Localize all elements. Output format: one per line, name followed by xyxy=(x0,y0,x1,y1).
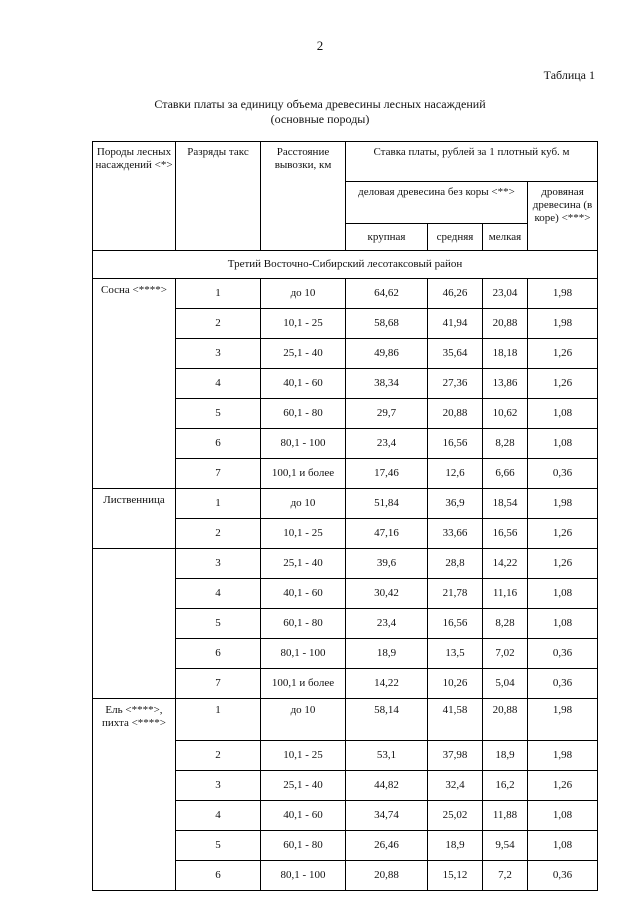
caption-line-1: Ставки платы за единицу объема древесины лесных насаждений xyxy=(154,97,486,111)
fuelwood-cell: 1,98 xyxy=(528,279,598,309)
distance-cell: 80,1 - 100 xyxy=(261,861,346,891)
medium-cell: 20,88 xyxy=(428,399,483,429)
small-cell: 20,88 xyxy=(483,699,528,741)
fuelwood-cell: 1,26 xyxy=(528,549,598,579)
tax-class-cell: 4 xyxy=(176,801,261,831)
large-cell: 64,62 xyxy=(346,279,428,309)
distance-cell: 10,1 - 25 xyxy=(261,519,346,549)
small-cell: 6,66 xyxy=(483,459,528,489)
distance-cell: 40,1 - 60 xyxy=(261,801,346,831)
small-cell: 20,88 xyxy=(483,309,528,339)
fuelwood-cell: 0,36 xyxy=(528,861,598,891)
tax-class-cell: 6 xyxy=(176,429,261,459)
header-row-1 xyxy=(93,142,598,182)
medium-cell: 41,58 xyxy=(428,699,483,741)
fuelwood-cell: 1,08 xyxy=(528,429,598,459)
fuelwood-cell: 1,26 xyxy=(528,369,598,399)
tax-class-cell: 3 xyxy=(176,339,261,369)
distance-cell: до 10 xyxy=(261,699,346,741)
fuelwood-cell: 1,98 xyxy=(528,741,598,771)
large-cell: 23,4 xyxy=(346,429,428,459)
tax-class-cell: 1 xyxy=(176,279,261,309)
distance-cell: до 10 xyxy=(261,489,346,519)
fuelwood-cell: 1,08 xyxy=(528,831,598,861)
header-tax-class: Разряды такс xyxy=(176,142,261,251)
medium-cell: 16,56 xyxy=(428,609,483,639)
medium-cell: 41,94 xyxy=(428,309,483,339)
medium-cell: 46,26 xyxy=(428,279,483,309)
species-cell xyxy=(93,549,176,699)
tax-class-cell: 2 xyxy=(176,519,261,549)
distance-cell: 10,1 - 25 xyxy=(261,741,346,771)
medium-cell: 16,56 xyxy=(428,429,483,459)
header-large: крупная xyxy=(346,224,428,251)
large-cell: 38,34 xyxy=(346,369,428,399)
tax-class-cell: 3 xyxy=(176,771,261,801)
large-cell: 26,46 xyxy=(346,831,428,861)
header-species: Породы лесных насаждений <*> xyxy=(93,142,176,251)
large-cell: 29,7 xyxy=(346,399,428,429)
distance-cell: 80,1 - 100 xyxy=(261,429,346,459)
distance-cell: 25,1 - 40 xyxy=(261,549,346,579)
fuelwood-cell: 1,08 xyxy=(528,579,598,609)
distance-cell: 60,1 - 80 xyxy=(261,609,346,639)
fuelwood-cell: 1,08 xyxy=(528,399,598,429)
small-cell: 16,56 xyxy=(483,519,528,549)
medium-cell: 28,8 xyxy=(428,549,483,579)
table-row xyxy=(93,489,598,519)
tax-class-cell: 4 xyxy=(176,369,261,399)
tax-class-cell: 5 xyxy=(176,831,261,861)
table-row xyxy=(93,279,598,309)
small-cell: 9,54 xyxy=(483,831,528,861)
tax-class-cell: 5 xyxy=(176,399,261,429)
medium-cell: 37,98 xyxy=(428,741,483,771)
tax-class-cell: 1 xyxy=(176,699,261,741)
fuelwood-cell: 0,36 xyxy=(528,639,598,669)
distance-cell: 25,1 - 40 xyxy=(261,339,346,369)
large-cell: 23,4 xyxy=(346,609,428,639)
distance-cell: 60,1 - 80 xyxy=(261,831,346,861)
small-cell: 11,88 xyxy=(483,801,528,831)
large-cell: 17,46 xyxy=(346,459,428,489)
tax-class-cell: 5 xyxy=(176,609,261,639)
header-commercial: деловая древесина без коры <**> xyxy=(346,182,528,224)
large-cell: 58,14 xyxy=(346,699,428,741)
medium-cell: 15,12 xyxy=(428,861,483,891)
fuelwood-cell: 1,98 xyxy=(528,489,598,519)
species-cell: Ель <****>, пихта <****> xyxy=(93,699,176,891)
fuelwood-cell: 1,26 xyxy=(528,771,598,801)
tax-class-cell: 7 xyxy=(176,459,261,489)
species-cell: Лиственница xyxy=(93,489,176,549)
header-distance: Расстояние вывозки, км xyxy=(261,142,346,251)
small-cell: 5,04 xyxy=(483,669,528,699)
tax-class-cell: 1 xyxy=(176,489,261,519)
region-row xyxy=(93,251,598,279)
tax-class-cell: 6 xyxy=(176,639,261,669)
rates-table xyxy=(92,141,598,891)
fuelwood-cell: 1,26 xyxy=(528,339,598,369)
small-cell: 23,04 xyxy=(483,279,528,309)
small-cell: 14,22 xyxy=(483,549,528,579)
large-cell: 47,16 xyxy=(346,519,428,549)
tax-class-cell: 7 xyxy=(176,669,261,699)
medium-cell: 33,66 xyxy=(428,519,483,549)
large-cell: 44,82 xyxy=(346,771,428,801)
large-cell: 39,6 xyxy=(346,549,428,579)
medium-cell: 13,5 xyxy=(428,639,483,669)
distance-cell: 100,1 и более xyxy=(261,459,346,489)
distance-cell: 80,1 - 100 xyxy=(261,639,346,669)
small-cell: 13,86 xyxy=(483,369,528,399)
large-cell: 51,84 xyxy=(346,489,428,519)
medium-cell: 18,9 xyxy=(428,831,483,861)
distance-cell: 100,1 и более xyxy=(261,669,346,699)
distance-cell: 10,1 - 25 xyxy=(261,309,346,339)
distance-cell: 40,1 - 60 xyxy=(261,369,346,399)
header-medium: средняя xyxy=(428,224,483,251)
small-cell: 18,9 xyxy=(483,741,528,771)
medium-cell: 32,4 xyxy=(428,771,483,801)
table-row xyxy=(93,699,598,741)
medium-cell: 35,64 xyxy=(428,339,483,369)
tax-class-cell: 4 xyxy=(176,579,261,609)
fuelwood-cell: 1,98 xyxy=(528,699,598,741)
large-cell: 14,22 xyxy=(346,669,428,699)
small-cell: 18,18 xyxy=(483,339,528,369)
small-cell: 10,62 xyxy=(483,399,528,429)
small-cell: 8,28 xyxy=(483,609,528,639)
fuelwood-cell: 1,26 xyxy=(528,519,598,549)
tax-class-cell: 2 xyxy=(176,309,261,339)
table-label: Таблица 1 xyxy=(543,68,595,82)
rates-table-body xyxy=(93,142,598,891)
large-cell: 34,74 xyxy=(346,801,428,831)
small-cell: 7,02 xyxy=(483,639,528,669)
large-cell: 49,86 xyxy=(346,339,428,369)
small-cell: 16,2 xyxy=(483,771,528,801)
header-rate: Ставка платы, рублей за 1 плотный куб. м xyxy=(346,142,598,182)
region-title: Третий Восточно-Сибирский лесотаксовый район xyxy=(93,251,598,279)
medium-cell: 12,6 xyxy=(428,459,483,489)
large-cell: 18,9 xyxy=(346,639,428,669)
medium-cell: 10,26 xyxy=(428,669,483,699)
distance-cell: до 10 xyxy=(261,279,346,309)
small-cell: 18,54 xyxy=(483,489,528,519)
caption-line-2: (основные породы) xyxy=(270,112,370,126)
tax-class-cell: 2 xyxy=(176,741,261,771)
distance-cell: 60,1 - 80 xyxy=(261,399,346,429)
medium-cell: 27,36 xyxy=(428,369,483,399)
tax-class-cell: 6 xyxy=(176,861,261,891)
large-cell: 30,42 xyxy=(346,579,428,609)
small-cell: 11,16 xyxy=(483,579,528,609)
fuelwood-cell: 1,98 xyxy=(528,309,598,339)
fuelwood-cell: 0,36 xyxy=(528,459,598,489)
medium-cell: 21,78 xyxy=(428,579,483,609)
large-cell: 20,88 xyxy=(346,861,428,891)
small-cell: 7,2 xyxy=(483,861,528,891)
large-cell: 53,1 xyxy=(346,741,428,771)
distance-cell: 25,1 - 40 xyxy=(261,771,346,801)
medium-cell: 25,02 xyxy=(428,801,483,831)
fuelwood-cell: 1,08 xyxy=(528,609,598,639)
distance-cell: 40,1 - 60 xyxy=(261,579,346,609)
small-cell: 8,28 xyxy=(483,429,528,459)
table-row xyxy=(93,549,598,579)
table-caption xyxy=(0,97,640,127)
species-cell: Сосна <****> xyxy=(93,279,176,489)
fuelwood-cell: 0,36 xyxy=(528,669,598,699)
fuelwood-cell: 1,08 xyxy=(528,801,598,831)
tax-class-cell: 3 xyxy=(176,549,261,579)
page-number: 2 xyxy=(316,38,324,53)
header-fuelwood: дровяная древесина (в коре) <***> xyxy=(528,182,598,251)
header-small: мелкая xyxy=(483,224,528,251)
large-cell: 58,68 xyxy=(346,309,428,339)
medium-cell: 36,9 xyxy=(428,489,483,519)
